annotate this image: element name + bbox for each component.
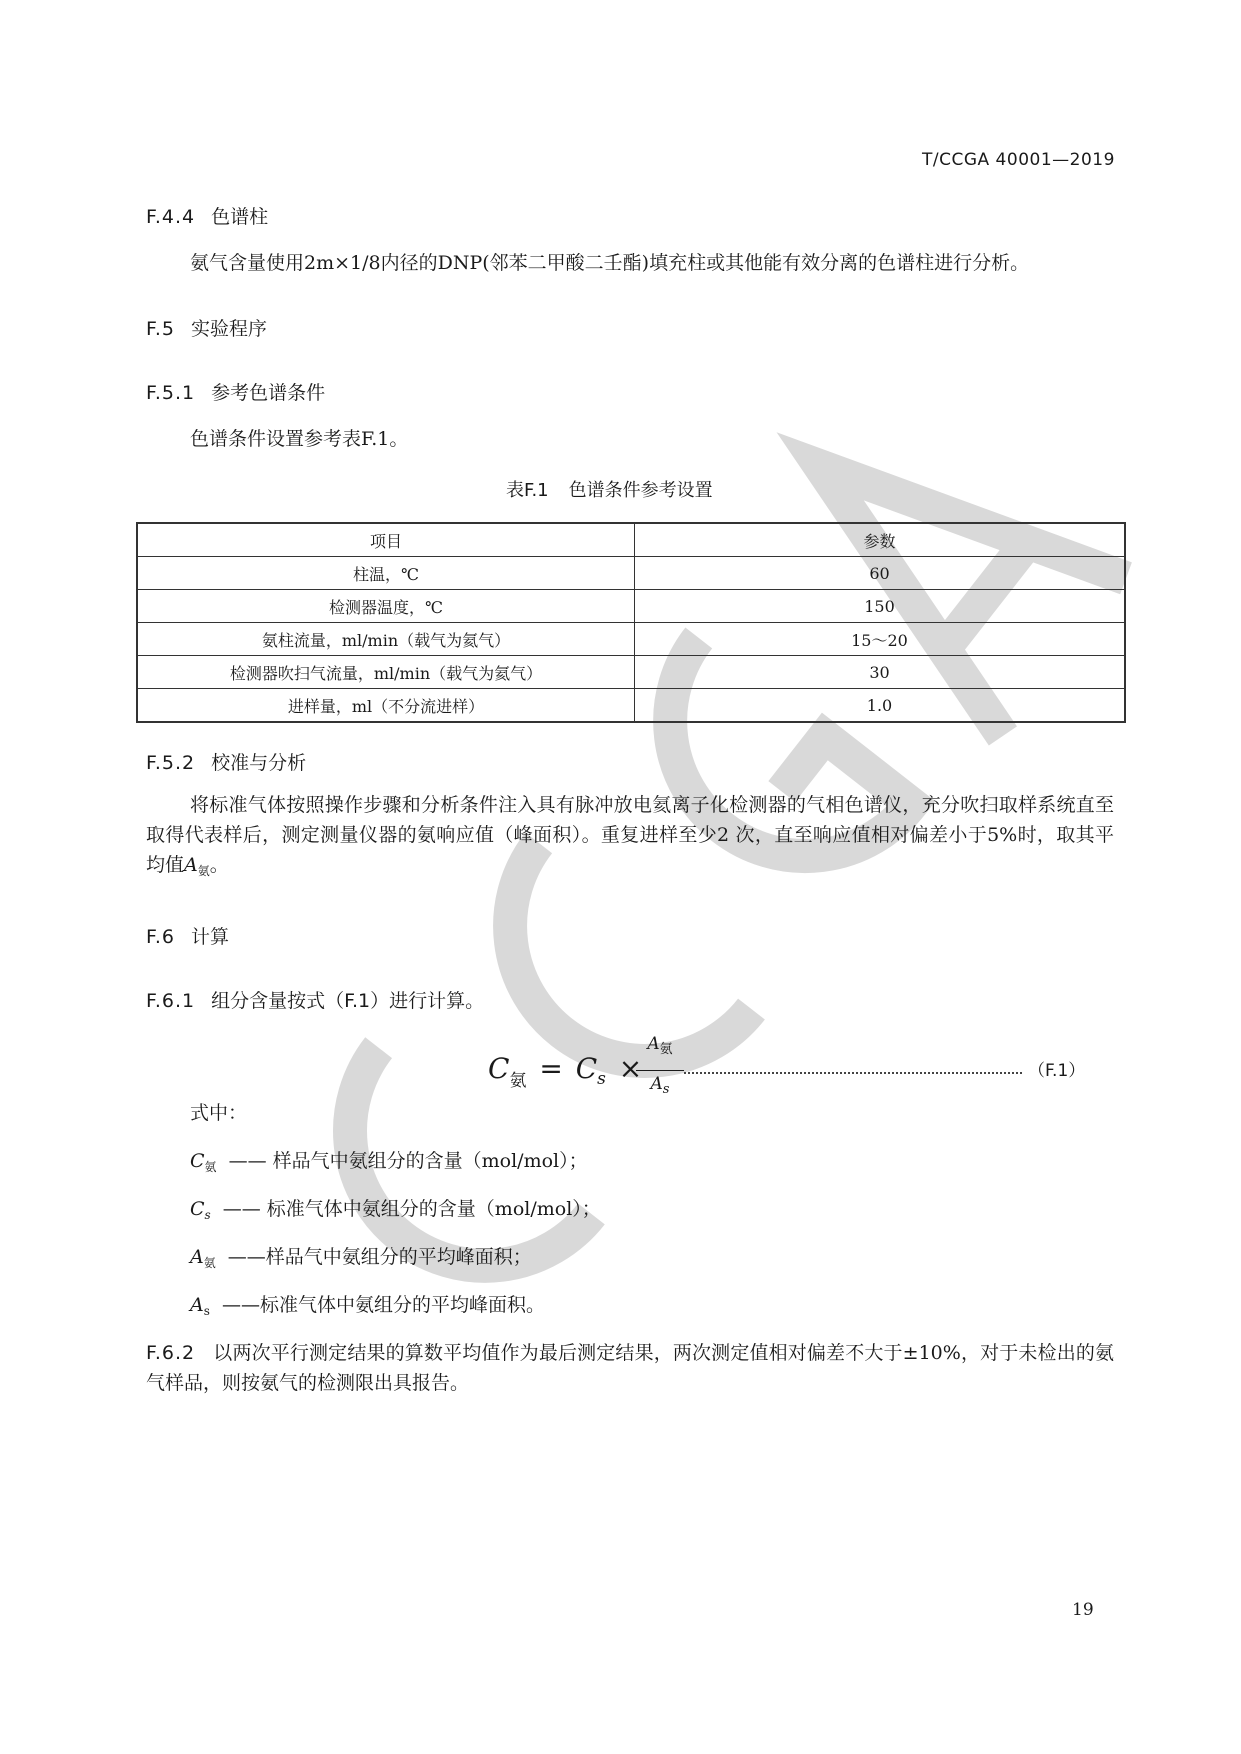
- formula-subscript: 氨: [509, 1071, 527, 1091]
- body-text-end: 。: [209, 854, 229, 876]
- fraction-denominator: [636, 1074, 684, 1097]
- section-f44-body: 氨气含量使用2m×1/8内径的DNP(邻苯二甲酸二壬酯)填充柱或其他能有效分离的色谱柱进行分析。: [190, 252, 1030, 274]
- where-subscript: s: [203, 1304, 210, 1318]
- fraction-bar: [636, 1070, 684, 1071]
- table-cell: 氨柱流量，ml/min（载气为氦气）: [137, 623, 635, 656]
- formula-subscript: 氨: [659, 1042, 673, 1057]
- formula-equals: =: [539, 1052, 563, 1085]
- formula-symbol: A: [647, 1034, 660, 1054]
- section-title: 计算: [191, 926, 230, 948]
- where-description: 标准气体中氨组分的平均峰面积。: [259, 1294, 545, 1316]
- table-cell: 150: [635, 590, 1126, 623]
- section-number: F.5.1: [146, 382, 196, 404]
- formula-symbol: C: [488, 1052, 510, 1085]
- formula-symbol: A: [650, 1074, 663, 1094]
- table-cell: 1.0: [635, 689, 1126, 723]
- section-f52-heading: [146, 748, 306, 775]
- formula-symbol: C: [575, 1052, 598, 1085]
- table-cell: 柱温，℃: [137, 557, 635, 590]
- table-cell: 检测器吹扫气流量，ml/min（载气为氦气）: [137, 656, 635, 689]
- where-description: 标准气体中氨组分的含量（mol/mol）；: [260, 1198, 601, 1220]
- formula-leader-dots: [684, 1064, 1022, 1074]
- where-item: [190, 1242, 532, 1278]
- section-title: 色谱柱: [211, 206, 269, 228]
- section-f62: [146, 1338, 1114, 1398]
- table-cell: 检测器温度，℃: [137, 590, 635, 623]
- table-caption-number: 表F.1: [506, 480, 549, 501]
- where-description: 样品气中氨组分的含量（mol/mol）；: [266, 1150, 588, 1172]
- section-f6-heading: [146, 922, 229, 949]
- where-dash: ——: [221, 1294, 260, 1316]
- section-f52-body: [146, 790, 1114, 886]
- formula-subscript: s: [662, 1082, 670, 1097]
- symbol-subscript: 氨: [197, 864, 210, 878]
- table-cell: 15～20: [635, 623, 1126, 656]
- section-f51-body: 色谱条件设置参考表F.1。: [190, 428, 409, 450]
- section-f5-heading: [146, 314, 267, 341]
- table-caption-title: 色谱条件参考设置: [568, 480, 713, 501]
- section-number: F.5: [146, 318, 176, 340]
- section-f62-body: 以两次平行测定结果的算数平均值作为最后测定结果，两次测定值相对偏差不大于±10%，对于未检出的氨气样品，则按氨气的检测限出具报告。: [146, 1342, 1114, 1394]
- table-cell: 60: [635, 557, 1126, 590]
- page-number: 19: [1072, 1600, 1094, 1620]
- section-number: F.6.2: [146, 1342, 196, 1364]
- section-text: 组分含量按式（F.1）进行计算。: [211, 990, 485, 1012]
- symbol-a: A: [184, 854, 198, 876]
- table-row: [137, 623, 1125, 656]
- where-dash: ——: [228, 1150, 267, 1172]
- where-label: 式中：: [190, 1102, 248, 1124]
- table-row: [137, 590, 1125, 623]
- where-item: [190, 1146, 588, 1182]
- body-text: 将标准气体按照操作步骤和分析条件注入具有脉冲放电氦离子化检测器的气相色谱仪，充分吹扫取样系统直至取得代表样后，测定测量仪器的氨响应值（峰面积）。重复进样至少2 次，直至响应值相对偏差小于5%时，取其平均值: [146, 794, 1114, 876]
- where-item: [190, 1290, 545, 1326]
- where-dash: ——: [222, 1198, 261, 1220]
- table-row: [137, 656, 1125, 689]
- section-title: 实验程序: [191, 318, 268, 340]
- formula-subscript: s: [597, 1069, 606, 1089]
- section-title: 参考色谱条件: [211, 382, 326, 404]
- section-f44-heading: [146, 202, 268, 229]
- section-number: F.4.4: [146, 206, 196, 228]
- table-cell: 进样量，ml（不分流进样）: [137, 689, 635, 723]
- section-title: 校准与分析: [211, 752, 307, 774]
- fraction-numerator: [636, 1034, 684, 1057]
- where-subscript: 氨: [204, 1160, 217, 1174]
- where-description: 样品气中氨组分的平均峰面积；: [265, 1246, 532, 1268]
- document-number: T/CCGA 40001—2019: [922, 150, 1115, 170]
- section-f51-heading: [146, 378, 325, 405]
- where-dash: ——: [227, 1246, 266, 1268]
- where-subscript: 氨: [203, 1256, 216, 1270]
- formula-main: [488, 1052, 642, 1091]
- table-row: [137, 689, 1125, 723]
- section-number: F.6.1: [146, 990, 196, 1012]
- table-caption: [506, 476, 713, 502]
- formula-f1: [488, 1034, 1108, 1114]
- table-header-item: 项目: [137, 523, 635, 557]
- where-item: [190, 1194, 601, 1230]
- section-f61-heading: [146, 986, 484, 1013]
- where-symbol: A: [190, 1246, 204, 1268]
- section-number: F.5.2: [146, 752, 196, 774]
- table-cell: 30: [635, 656, 1126, 689]
- where-symbol: C: [190, 1198, 205, 1220]
- table-header-param: 参数: [635, 523, 1126, 557]
- where-subscript: s: [204, 1208, 211, 1222]
- formula-times: ×: [618, 1052, 643, 1085]
- table-header-row: [137, 523, 1125, 557]
- formula-number: （F.1）: [1028, 1061, 1086, 1081]
- table-row: [137, 557, 1125, 590]
- where-symbol: C: [190, 1150, 205, 1172]
- chromatography-conditions-table: [136, 522, 1126, 723]
- where-symbol: A: [190, 1294, 204, 1316]
- section-number: F.6: [146, 926, 176, 948]
